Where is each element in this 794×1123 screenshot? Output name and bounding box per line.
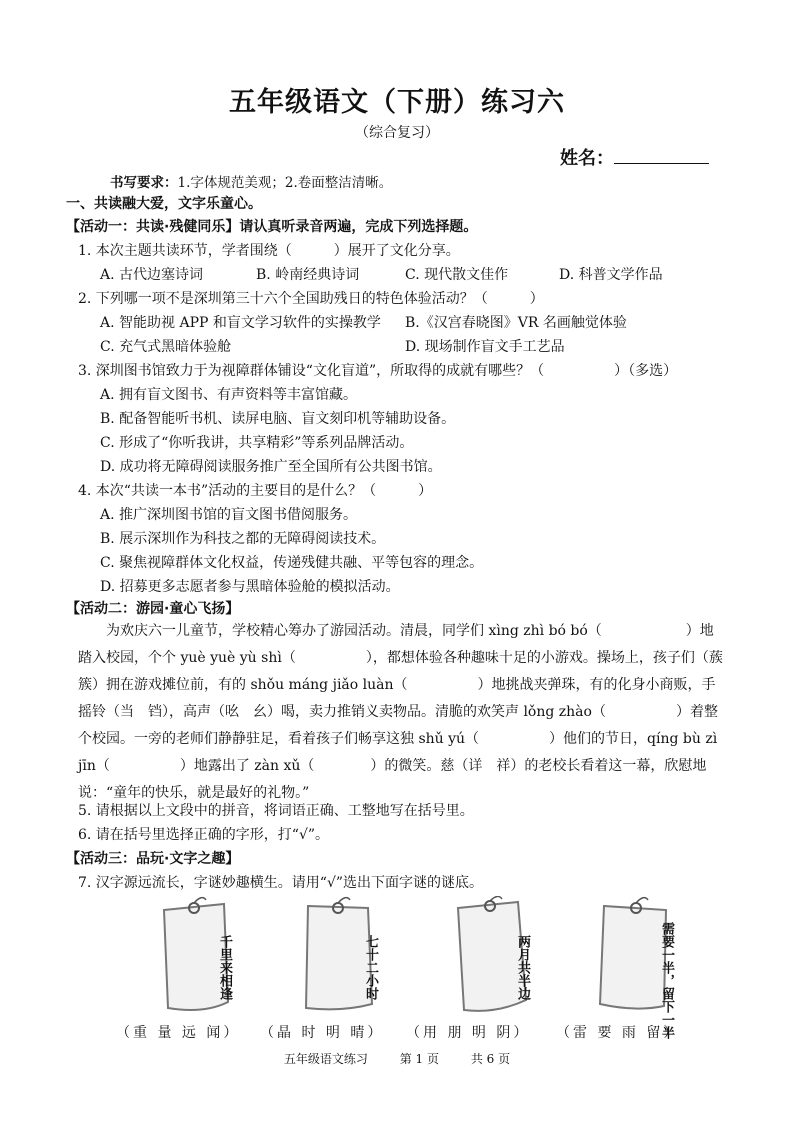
page-title: 五年级语文（下册）练习六 [229, 87, 565, 118]
riddle-text: 千里来相逢 [217, 934, 232, 1000]
riddle-text: 两月共半边 [515, 934, 530, 1000]
name-blank[interactable] [614, 147, 709, 164]
name-field[interactable] [560, 144, 709, 170]
riddle-cards [110, 890, 750, 1040]
q4-option-b[interactable]: B. 展示深圳作为科技之都的无障碍阅读技术。 [100, 531, 386, 547]
page-subtitle: （综合复习） [355, 125, 439, 141]
requirement-text: 1.字体规范美观；2.卷面整洁清晰。 [177, 175, 393, 191]
activity-3-heading: 【活动三：品玩·文字之趣】 [66, 851, 240, 867]
q3-option-c[interactable]: C. 形成了“你听我讲，共享精彩”等系列品牌活动。 [100, 435, 414, 451]
q3-option-b[interactable]: B. 配备智能听书机、读屏电脑、盲文刻印机等辅助设备。 [100, 411, 456, 427]
q4-option-a[interactable]: A. 推广深圳图书馆的盲文图书借阅服务。 [100, 507, 358, 523]
question-6: 6. 请在括号里选择正确的字形，打“√”。 [78, 827, 330, 843]
q1-option-b[interactable]: B. 岭南经典诗词 [256, 267, 360, 283]
riddle-answer-choices[interactable]: （晶 时 明 晴） [260, 1025, 385, 1041]
riddle-answer-choices[interactable]: （用 朋 明 阴） [406, 1025, 531, 1041]
passage-text: 为欢庆六一儿童节，学校精心筹办了游园活动。清晨，同学们 xìng zhì bó bó（ ）地踏入校园，个个 yuè yuè yù shì（ ），都想体验各种趣味十足的小游戏。操场上，孩子们（蔟 簇）拥在游戏摊位前，有的 shǒu máng jiǎo luàn（ ）地挑战夹弹珠，有的化身小商贩，手摇铃（当 铛），高声（吆 幺）喝，卖力推销义卖物品。清脆的欢笑声 lǒng zhào（ ）着整个校园。一旁的老师们静静驻足，看着孩子们畅享这独 shǔ yú（ ）他们的节日，qíng bù zì jīn（ ）地露出了 zàn xǔ（ ）的微笑。慈（详 祥）的老校长看着这一幕，欣慰地说：“童年的快乐，就是最好的礼物。” [78, 623, 737, 801]
q2-option-b[interactable]: B.《汉宫春晓图》VR 名画触觉体验 [405, 315, 627, 331]
q1-option-a[interactable]: A. 古代边塞诗词 [100, 267, 204, 283]
footer-page-number: 第 1 页 [399, 1052, 439, 1066]
q4-option-c[interactable]: C. 聚焦视障群体文化权益，传递残健共融、平等包容的理念。 [100, 555, 484, 571]
activity-2-heading: 【活动二：游园·童心飞扬】 [66, 601, 240, 617]
q2-option-c[interactable]: C. 充气式黑暗体验舱 [100, 339, 232, 355]
q2-option-a[interactable]: A. 智能助视 APP 和盲文学习软件的实操教学 [100, 315, 381, 331]
riddle-text: 七十二小时 [363, 934, 378, 1000]
q3-option-d[interactable]: D. 成功将无障碍阅读服务推广至全国所有公共图书馆。 [100, 459, 442, 475]
question-3: 3. 深圳图书馆致力于为视障群体铺设“文化盲道”，所取得的成就有哪些？（ ）（多选） [78, 363, 678, 379]
activity-1-heading: 【活动一：共读·残健同乐】请认真听录音两遍，完成下列选择题。 [66, 219, 478, 235]
question-2: 2. 下列哪一项不是深圳第三十六个全国助残日的特色体验活动？（ ） [78, 291, 544, 307]
q1-option-d[interactable]: D. 科普文学作品 [559, 267, 663, 283]
q1-option-c[interactable]: C. 现代散文佳作 [405, 267, 509, 283]
page-footer [0, 1050, 794, 1067]
section-heading-1: 一、共读融大爱，文字乐童心。 [66, 196, 262, 212]
requirement-label: 书写要求： [110, 175, 178, 191]
riddle-answer-choices[interactable]: （雷 要 雨 留） [556, 1025, 681, 1041]
riddle-card [150, 896, 234, 1016]
question-1: 1. 本次主题共读环节，学者围绕（ ）展开了文化分享。 [78, 243, 460, 259]
riddle-answer-choices[interactable]: （重 量 远 闻） [116, 1025, 241, 1041]
q2-option-d[interactable]: D. 现场制作盲文手工艺品 [405, 339, 565, 355]
q3-option-a[interactable]: A. 拥有盲文图书、有声资料等丰富馆藏。 [100, 387, 358, 403]
riddle-text: 需要一半，留下一半 [659, 922, 674, 1039]
riddle-card [448, 896, 532, 1016]
question-4: 4. 本次“共读一本书”活动的主要目的是什么？（ ） [78, 483, 433, 499]
riddle-card [296, 896, 380, 1016]
footer-page-total: 共 6 页 [470, 1052, 511, 1066]
q4-option-d[interactable]: D. 招募更多志愿者参与黑暗体验舱的模拟活动。 [100, 579, 400, 595]
writing-requirement [110, 171, 392, 191]
question-5: 5. 请根据以上文段中的拼音，将词语正确、工整地写在括号里。 [78, 803, 474, 819]
name-label: 姓名： [560, 148, 614, 169]
question-7: 7. 汉字源远流长，字谜妙趣横生。请用“√”选出下面字谜的谜底。 [78, 875, 484, 891]
footer-doc-name: 五年级语文练习 [283, 1052, 368, 1066]
passage [78, 618, 737, 807]
